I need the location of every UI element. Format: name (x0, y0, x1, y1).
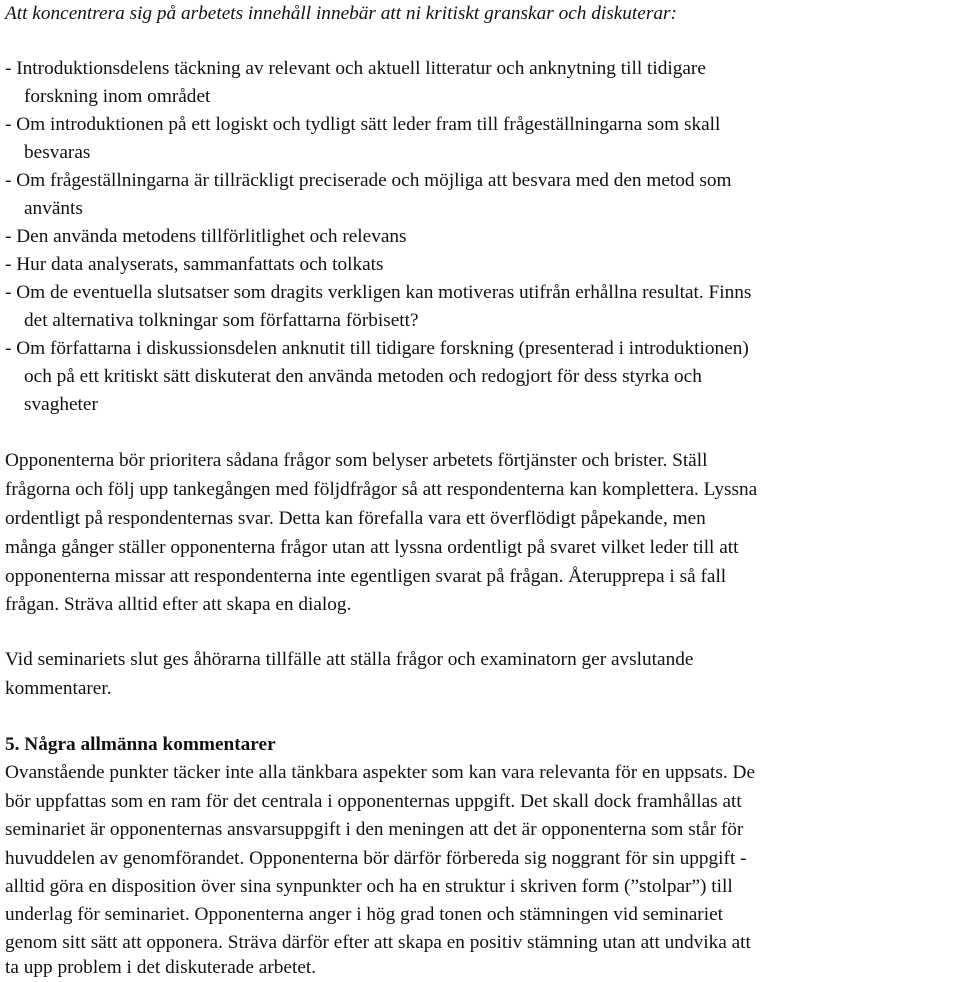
criterion-line: och på ett kritiskt sätt diskuterat den använda metoden och redogjort för dess styrka och (24, 366, 702, 387)
paragraph-line: seminariet är opponenternas ansvarsuppgift i den meningen att det är opponenterna som står för (5, 819, 744, 840)
criterion-line: - Om de eventuella slutsatser som dragits verkligen kan motiveras utifrån erhållna resultat. Finns (5, 282, 752, 303)
criterion-line: forskning inom området (24, 86, 211, 107)
paragraph-line: bör uppfattas som en ram för det centrala i opponenternas uppgift. Det skall dock framhållas att (5, 791, 742, 812)
paragraph-line: Ovanstående punkter täcker inte alla tänkbara aspekter som kan vara relevanta för en uppsats. De (5, 762, 756, 783)
criterion-line: - Hur data analyserats, sammanfattats och tolkats (5, 254, 384, 275)
paragraph-line: Opponenterna bör prioritera sådana frågor som belyser arbetets förtjänster och brister. Ställ (5, 450, 708, 471)
paragraph-line: alltid göra en disposition över sina synpunkter och ha en struktur i skriven form (”stolpar”) till (5, 876, 733, 897)
paragraph-line: kommentarer. (5, 678, 112, 699)
criterion-line: det alternativa tolkningar som författarna förbisett? (24, 310, 419, 331)
intro-text: Att koncentrera sig på arbetets innehåll innebär att ni kritiskt granskar och diskuterar: (5, 3, 677, 24)
paragraph-line: underlag för seminariet. Opponenterna anger i hög grad tonen och stämningen vid seminariet (5, 904, 724, 925)
criterion-line: - Om frågeställningarna är tillräckligt preciserade och möjliga att besvara med den metod som (5, 170, 732, 191)
criterion-line: - Om författarna i diskussionsdelen anknutit till tidigare forskning (presenterad i introduktionen) (5, 338, 749, 359)
paragraph-line: opponenterna missar att respondenterna inte egentligen svarat på frågan. Återupprepa i så fall (5, 566, 727, 587)
paragraph-line: genom sitt sätt att opponera. Sträva därför efter att skapa en positiv stämning utan att undvika att (5, 932, 751, 953)
paragraph-line: frågan. Sträva alltid efter att skapa en dialog. (5, 594, 352, 615)
paragraph-line: frågorna och följ upp tankegången med följdfrågor så att respondenterna kan komplettera. Lyssna (5, 479, 758, 500)
paragraph-line: Vid seminariets slut ges åhörarna tillfälle att ställa frågor och examinatorn ger avslutande (5, 649, 694, 670)
criterion-line: - Om introduktionen på ett logiskt och tydligt sätt leder fram till frågeställningarna som skall (5, 114, 721, 135)
criterion-line: besvaras (24, 142, 91, 163)
criterion-line: använts (24, 198, 83, 219)
paragraph-line: ordentligt på respondenternas svar. Detta kan förefalla vara ett överflödigt påpekande, men (5, 508, 706, 529)
paragraph-line: många gånger ställer opponenterna frågor utan att lyssna ordentligt på svaret vilket leder till att (5, 537, 739, 558)
paragraph-line: ta upp problem i det diskuterade arbetet. (5, 957, 317, 978)
criterion-line: - Den använda metodens tillförlitlighet och relevans (5, 226, 407, 247)
criterion-line: svagheter (24, 394, 98, 415)
criterion-line: - Introduktionsdelens täckning av relevant och aktuell litteratur och anknytning till tidigare (5, 58, 706, 79)
section-heading: 5. Några allmänna kommentarer (5, 734, 276, 755)
paragraph-line: huvuddelen av genomförandet. Opponenterna bör därför förbereda sig noggrant för sin uppgift - (5, 848, 747, 869)
